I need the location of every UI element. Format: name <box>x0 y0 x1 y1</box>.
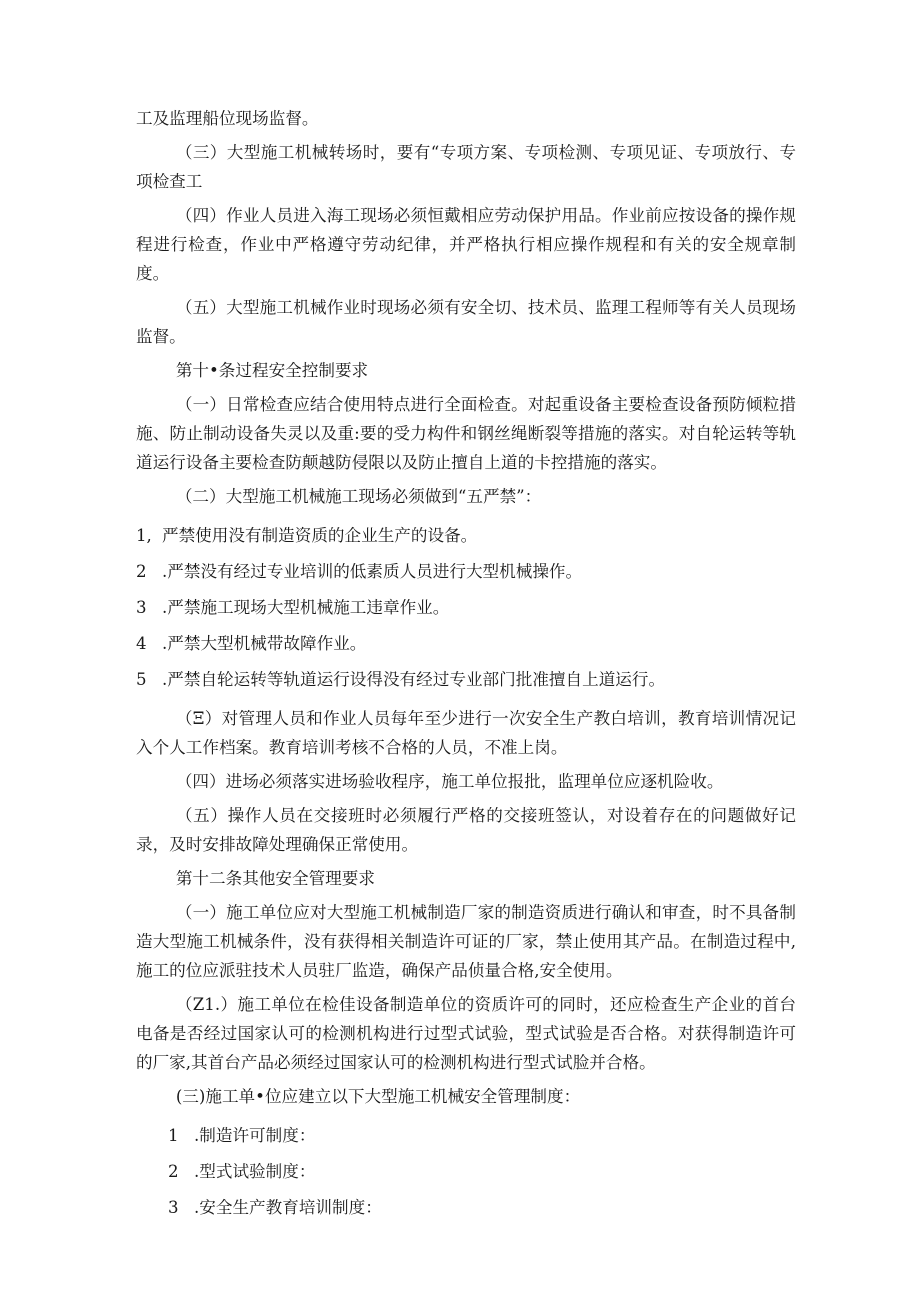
paragraph-training: （Ξ）对管理人员和作业人员每年至少进行一次安全生产教白培训，教育培训情况记入个人工作档案。教育培训考核不合格的人员，不准上岗。 <box>136 709 796 757</box>
list-text: 严禁使用没有制造资质的企业生产的设备。 <box>162 526 478 545</box>
list-number: 1, <box>136 526 152 545</box>
paragraph-manufacturer-review: （一）施工单位应对大型施工机械制造厂家的制造资质进行确认和审查，时不具备制造大型施工机械条件，没有获得相关制造许可证的厂家，禁止使用其产品。在制造过程中,施工的位应派驻技术人员驻厂监造，确保产品侦量合格,安全使用。 <box>136 903 796 980</box>
paragraph-acceptance: （四）进场必须落实进场验收程序，施工单位报批，监理单位应逐机险收。 <box>175 772 724 791</box>
list-number: 5 <box>136 670 147 689</box>
list-item <box>136 593 796 622</box>
list-item <box>136 521 796 550</box>
paragraph-continuation: 工及监理船位现场监督。 <box>136 109 319 128</box>
list-number: 2 <box>136 562 147 581</box>
paragraph-daily-inspection: （一）日常检查应结合使用特点进行全面检查。对起重设备主要检查设备预防倾粒措施、防止制动设备失灵以及重:要的受力构件和钢丝绳断裂等措施的落实。对自轮运转等轨道运行设备主要检查防颠越防侵限以及防止擅自上道的卡控措施的落实。 <box>136 395 796 472</box>
list-item <box>136 629 796 658</box>
section-heading-process-safety: 第十•条过程安全控制要求 <box>175 361 369 380</box>
list-item <box>136 1121 796 1150</box>
list-number: 1 <box>168 1126 179 1145</box>
list-item <box>136 665 796 694</box>
list-number: 3 <box>136 598 147 617</box>
paragraph-handover: （五）操作人员在交接班时必须履行严格的交接班签认，对设着存在的问题做好记录，及时安排故障处理确保正常使用。 <box>136 806 796 854</box>
section-heading-other-safety: 第十二条其他安全管理要求 <box>175 869 375 888</box>
list-item <box>136 1157 796 1186</box>
list-text: .严禁施工现场大型机械施工违章作业。 <box>162 598 450 617</box>
list-text: .安全生产教育培训制度： <box>194 1198 382 1217</box>
list-item <box>136 1193 796 1222</box>
list-item <box>136 557 796 586</box>
prohibition-list <box>136 521 796 694</box>
paragraph-five-prohibitions: （二）大型施工机械施工现场必须做到“五严禁”： <box>175 487 542 506</box>
list-text: .严禁自轮运转等轨道运行设得没有经过专业部门批准擅自上道运行。 <box>162 670 666 689</box>
list-number: 3 <box>168 1198 179 1217</box>
system-list <box>136 1121 796 1222</box>
list-number: 2 <box>168 1162 179 1181</box>
list-text: .型式试验制度： <box>194 1162 316 1181</box>
paragraph-type-test: （Z1.）施工单位在检佳设备制造单位的资质许可的同时，还应检查生产企业的首台电备是否经过国家认可的检测机构进行过型式试验，型式试验是否合格。对获得制造许可的厂家,其首台产品必须经过国家认可的检测机构进行型式试脸并合格。 <box>136 995 796 1072</box>
paragraph-item-4-protection: （四）作业人员进入海工现场必须恒戴相应劳动保护用品。作业前应按设备的操作规程进行检查，作业中严格遵守劳动纪律，并严格执行相应操作规程和有关的安全规章制度。 <box>136 206 796 283</box>
list-text: .制造许可制度： <box>194 1126 316 1145</box>
paragraph-item-5-supervision: （五）大型施工机械作业时现场必须有安全切、技术员、监理工程师等有关人员现场监督。 <box>136 298 796 346</box>
list-text: .严禁大型机械带故障作业。 <box>162 634 367 653</box>
list-number: 4 <box>136 634 147 653</box>
paragraph-item-3-transfer: （三）大型施工机械转场时，要有“专项方案、专项检测、专项见证、专项放行、专项检查工 <box>136 143 796 191</box>
list-text: .严禁没有经过专业培训的低素质人员进行大型机械操作。 <box>162 562 583 581</box>
paragraph-management-systems: (三)施工单•位应建立以下大型施工机械安全管理制度： <box>175 1087 581 1106</box>
document-body <box>136 104 796 1229</box>
